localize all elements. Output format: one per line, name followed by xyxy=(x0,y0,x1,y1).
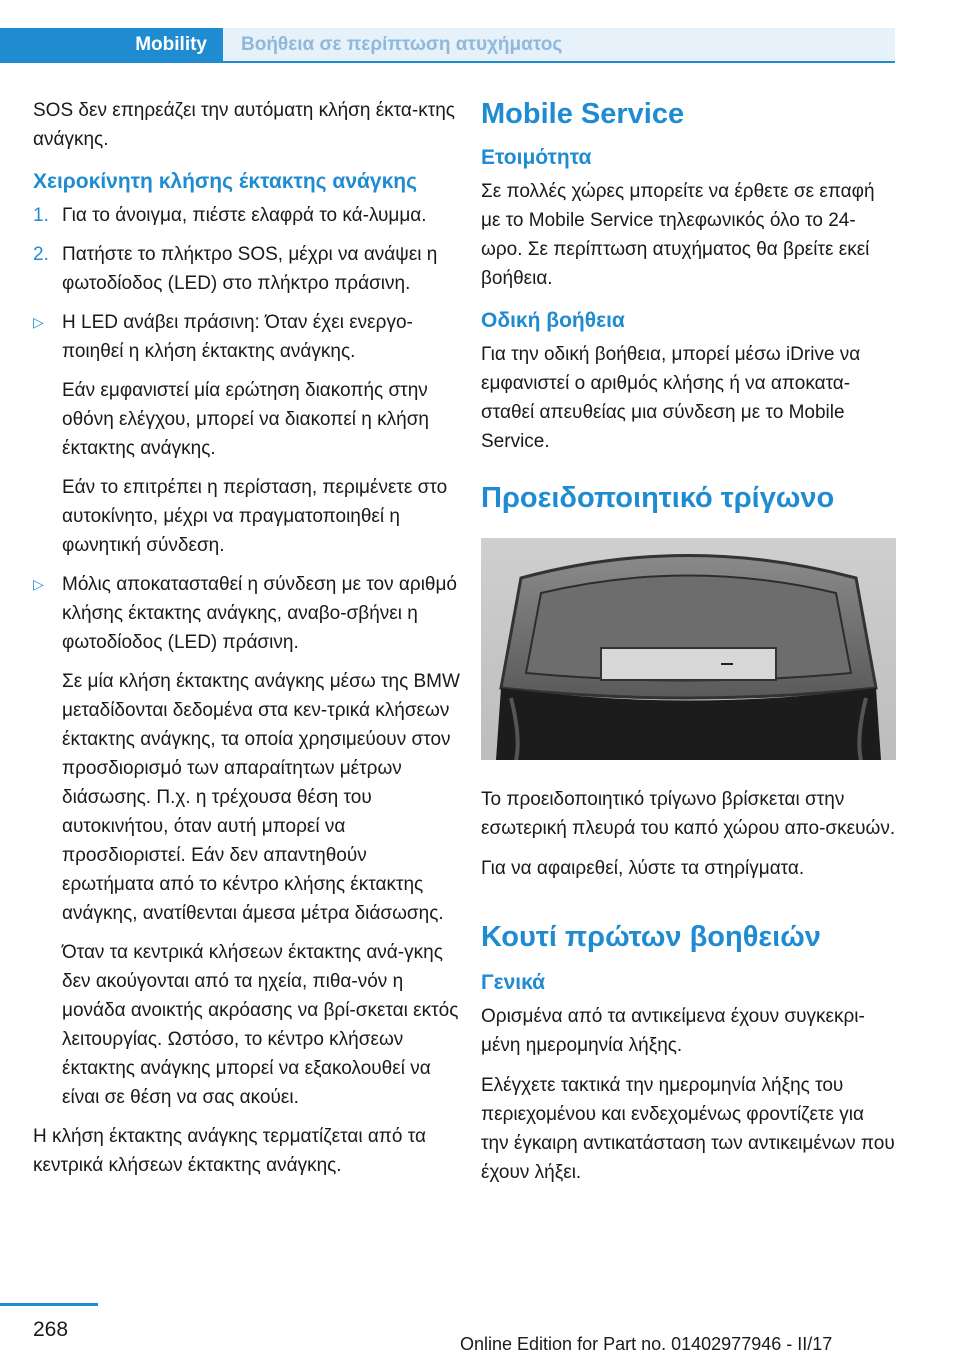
warning-triangle-title: Προειδοποιητικό τρίγωνο xyxy=(481,482,835,514)
triangle-location-text: Το προειδοποιητικό τρίγωνο βρίσκεται στην εσωτερική πλευρά του καπό χώρου απο-σκευών. xyxy=(481,789,896,839)
bullet-subtext: Όταν τα κεντρικά κλήσεων έκτακτης ανά-γκης δεν ακούγονται από τα ηχεία, πιθα-νόν η μονάδα ανοικτής ακρόασης να βρί-σκεται εκτός λειτουργίας. Ωστόσο, το κέντρο κλήσεων έκτακτης ανάγκης μπορεί να εξακολουθεί να είναι σε θέση να σας ακούει. xyxy=(62,942,459,1108)
bullet-item xyxy=(33,308,463,366)
step-text: Για το άνοιγμα, πιέστε ελαφρά το κά-λυμμα. xyxy=(62,205,427,226)
closing-text: Η κλήση έκτακτης ανάγκης τερματίζεται από τα κεντρικά κλήσεων έκτακτης ανάγκης. xyxy=(33,1126,426,1176)
intro-text: SOS δεν επηρεάζει την αυτόματη κλήση έκτα-κτης ανάγκης. xyxy=(33,100,455,150)
triangle-marker-icon: ▷ xyxy=(33,314,44,330)
manual-call-heading: Χειροκίνητη κλήσης έκτακτης ανάγκης xyxy=(33,170,418,193)
step-item xyxy=(33,240,463,298)
footer-rule xyxy=(0,1303,98,1306)
page-header xyxy=(0,28,895,62)
readiness-heading: Ετοιμότητα xyxy=(481,146,592,169)
step-item xyxy=(33,201,463,230)
first-aid-kit-title: Κουτί πρώτων βοηθειών xyxy=(481,921,821,953)
section-tab: Mobility xyxy=(0,28,223,62)
bullet-subtext: Σε μία κλήση έκτακτης ανάγκης μέσω της BMW μεταδίδονται δεδομένα στα κεν-τρικά κλήσεων έκτακτης ανάγκης, τα οποία χρησιμεύουν στον προσδιορισμό των απαραίτητων μέτρων διάσωσης. Π.χ. η τρέχουσα θέση του αυτοκινήτου, όταν αυτή μπορεί να προσδιοριστεί. Εάν δεν απαντηθούν ερωτήματα από το κέντρο κλήσης έκτακτης ανάγκης, ανατίθενται άμεσα μέτρα διάσωσης. xyxy=(62,671,460,924)
right-column xyxy=(481,96,896,1198)
general-text: Ελέγχετε τακτικά την ημερομηνία λήξης του περιεχομένου και ενδεχομένως φροντίζετε για την έγκαιρη αντικατάσταση των αντικειμένων που έχουν λήξει. xyxy=(481,1075,895,1183)
general-text: Ορισμένα από τα αντικείμενα έχουν συγκεκρι-μένη ημερομηνία λήξης. xyxy=(481,1006,865,1056)
bullet-text: Μόλις αποκατασταθεί η σύνδεση με τον αριθμό κλήσης έκτακτης ανάγκης, αναβο-σβήνει η φωτοδίοδος (LED) πράσινη. xyxy=(62,574,457,653)
step-number: 1. xyxy=(33,205,49,226)
readiness-text: Σε πολλές χώρες μπορείτε να έρθετε σε επαφή με το Mobile Service τηλεφωνικός όλο το 24-ωρο. Σε περίπτωση ατυχήματος θα βρείτε εκεί βοήθεια. xyxy=(481,181,875,289)
page-number: 268 xyxy=(33,1318,69,1341)
triangle-marker-icon: ▷ xyxy=(33,576,44,592)
road-assistance-text: Για την οδική βοήθεια, μπορεί μέσω iDrive να εμφανιστεί ο αριθμός κλήσης ή να αποκατα-σταθεί απευθείας μια σύνδεση με το Mobile Service. xyxy=(481,344,861,452)
bullet-subtext: Εάν το επιτρέπει η περίσταση, περιμένετε στο αυτοκίνητο, μέχρι να πραγματοποιηθεί η φωνητική σύνδεση. xyxy=(62,477,448,556)
step-text: Πατήστε το πλήκτρο SOS, μέχρι να ανάψει η φωτοδίοδος (LED) στο πλήκτρο πράσινη. xyxy=(62,244,438,294)
triangle-removal-text: Για να αφαιρεθεί, λύστε τα στηρίγματα. xyxy=(481,858,805,879)
step-number: 2. xyxy=(33,244,49,265)
trunk-lid-photo xyxy=(481,538,896,760)
left-column xyxy=(33,96,463,1191)
general-heading: Γενικά xyxy=(481,971,546,994)
road-assistance-heading: Οδική βοήθεια xyxy=(481,309,625,332)
subsection-tab: Βοήθεια σε περίπτωση ατυχήματος xyxy=(223,28,895,62)
mobile-service-title: Mobile Service xyxy=(481,98,685,130)
bullet-text: Η LED ανάβει πράσινη: Όταν έχει ενεργο-ποιηθεί η κλήση έκτακτης ανάγκης. xyxy=(62,312,413,362)
header-rule xyxy=(0,61,895,63)
edition-text: Online Edition for Part no. 01402977946 - II/17 xyxy=(460,1334,833,1354)
bullet-item xyxy=(33,570,463,657)
bullet-subtext: Εάν εμφανιστεί μία ερώτηση διακοπής στην οθόνη ελέγχου, μπορεί να διακοπεί η κλήση έκτακτης ανάγκης. xyxy=(62,380,429,459)
